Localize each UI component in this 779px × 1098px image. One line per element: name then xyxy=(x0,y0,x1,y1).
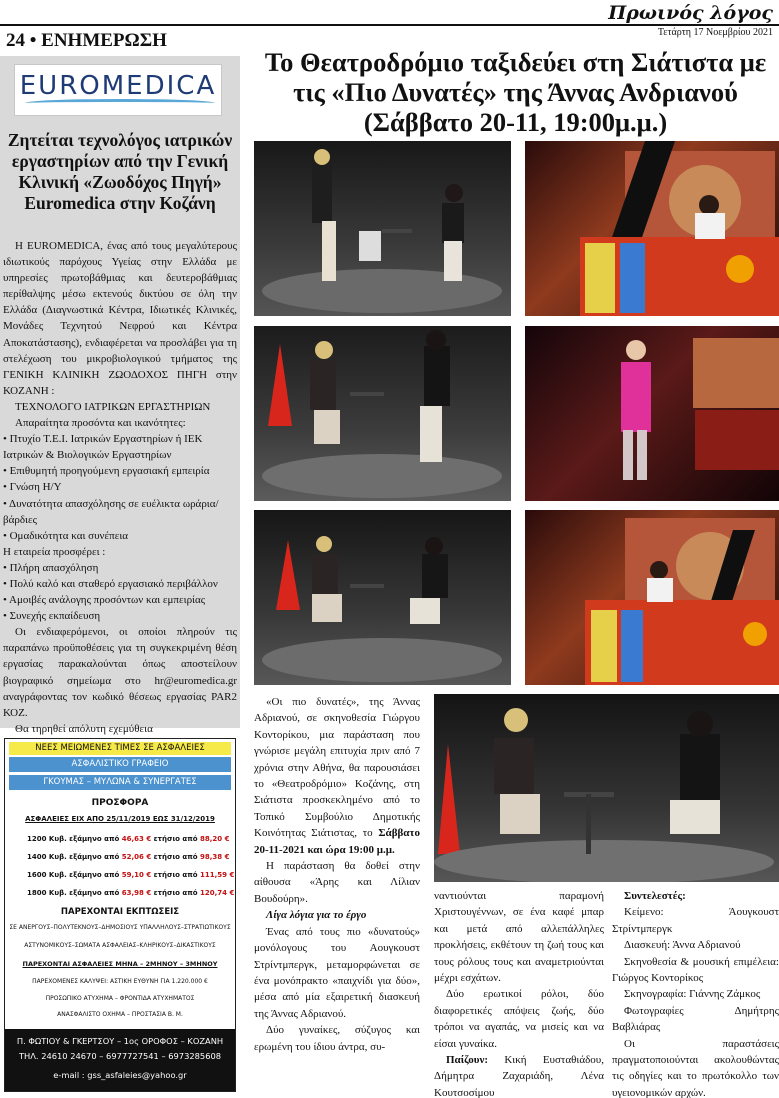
ad-headline: Ζητείται τεχνολόγος ιατρικών εργαστηρίων από την Γενική Κλινική «Ζωοδόχος Πηγή» Euromedica στην Κοζάνη xyxy=(7,130,233,213)
credit-line: Διασκευή: Άννα Αδριανού xyxy=(624,939,741,952)
ad-offer: • Συνεχής εκπαίδευση xyxy=(3,610,101,623)
newspaper-name: Πρωινός λόγος xyxy=(608,2,773,24)
credit-line: Φωτογραφίες Δημήτρης Βαβλιάρας xyxy=(612,1004,779,1034)
ad-offers-title: Η εταιρεία προσφέρει : xyxy=(3,545,106,558)
coverage-line: ΠΑΡΕΧΟΜΕΝΕΣ ΚΑΛΥΨΕΙ: ΑΣΤΙΚΗ ΕΥΘΥΝΗ ΓΙΑ 1.220.000 € xyxy=(32,978,208,985)
photo-bar-1 xyxy=(525,141,779,316)
photo-stage-2 xyxy=(254,326,511,501)
discounts-line: ΣΕ ΑΝΕΡΓΟΥΣ–ΠΟΛΥΤΕΚΝΟΥΣ–ΔΗΜΟΣΙΟΥΣ ΥΠΑΛΛΗΛΟΥΣ–ΣΤΡΑΤΙΩΤΙΚΟΥΣ xyxy=(9,924,231,931)
photo-stage-3 xyxy=(254,510,511,685)
article-title: Το Θεατροδρόμιο ταξιδεύει στη Σιάτιστα με τις «Πιο Δυνατές» της Άννας Ανδριανού (Σάββατο 20-11, 19:00μ.μ.) xyxy=(264,47,767,137)
page-number: 24 • ΕΝΗΜΕΡΩΣΗ xyxy=(6,30,167,51)
euromedica-logo xyxy=(14,64,222,116)
issue-date: Τετάρτη 17 Νοεμβρίου 2021 xyxy=(657,27,773,38)
insurance-banner: ΝΕΕΣ ΜΕΙΩΜΕΝΕΣ ΤΙΜΕΣ ΣΕ ΑΣΦΑΛΕΙΕΣ xyxy=(9,742,231,755)
ad-body xyxy=(3,238,237,737)
photo-stage-large xyxy=(434,694,779,882)
article-paragraph: «Οι πιο δυνατές», της Άννας Αδριανού, σε σκηνοθεσία Γιώργου Κοντορίκου, μια παράσταση που γνώρισε μεγάλη επιτυχία πριν από 7 χρόνια στην Αθήνα, θα παρουσιάσει το «Θεατροδρόμιο» Κοζάνης, στη Σιάτιστα προσκεκλημένο από το Τοπικό Συμβούλιο Δημοτικής Κοινότητας Σιάτιστας, το Σάββατο 20-11-2021 και ώρα 19:00 μ.μ. xyxy=(254,696,420,856)
photo-bar-3 xyxy=(525,510,779,685)
price-row: 1400 Κυβ. εξάμηνο από 52,06 € ετήσιο από 98,38 € xyxy=(27,853,230,861)
article-column-3 xyxy=(612,888,779,1098)
insurance-contact xyxy=(5,1029,235,1091)
article-paragraph: Οι παραστάσεις πραγματοποιούνται ακολουθώντας τις οδηγίες και το πρωτόκολλο των υγειονομικών αρχών. xyxy=(612,1037,779,1098)
insurance-phones: ΤΗΛ. 24610 24670 – 6977727541 – 6973285608 xyxy=(18,1051,222,1061)
credit-line: Σκηνοθεσία & μουσική επιμέλεια: Γιώργος Κοντορίκος xyxy=(612,955,779,985)
photo-bar-2 xyxy=(525,326,779,501)
photo-stage-1 xyxy=(254,141,511,316)
article-paragraph: Η παράσταση θα δοθεί στην αίθουσα «Άρης και Λίλιαν Βουδούρη». xyxy=(254,860,420,905)
insurance-address: Π. ΦΩΤΙΟΥ & ΓΚΕΡΤΣΟΥ – 1ος ΟΡΟΦΟΣ – ΚΟΖΑΝΗ xyxy=(16,1036,224,1046)
credit-line: Κείμενο: Άουγκουστ Στρίντμπεργκ xyxy=(612,906,779,935)
ad-requirements-title: Απαραίτητα προσόντα και ικανότητες: xyxy=(15,417,186,430)
coverage-line: ΠΡΟΣΩΠΙΚΟ ΑΤΥΧΗΜΑ – ΦΡΟΝΤΙΔΑ ΑΤΥΧΗΜΑΤΟΣ xyxy=(45,995,195,1002)
insurance-partners: ΓΚΟΥΜΑΣ – ΜΥΛΩΝΑ & ΣΥΝΕΡΓΑΤΕΣ xyxy=(9,775,231,790)
ad-closing: Οι ενδιαφερόμενοι, οι οποίοι πληρούν τις παραπάνω προϋποθέσεις για τη συγκεκριμένη θέση εργασίας παρακαλούνται όπως αποστείλουν βιογραφικό σημείωμα στο hr@euromedica.gr αναγράφοντας τον κωδικό θέσεως εργασίας PAR2 ΚΟΖ. xyxy=(3,626,237,719)
ad-offer: • Πολύ καλό και σταθερό εργασιακό περιβάλλον xyxy=(3,577,218,590)
article-column-1 xyxy=(254,694,420,1055)
credits-title: Συντελεστές: xyxy=(624,890,686,902)
offer-period: ΑΣΦΑΛΕΙΕΣ ΕΙΧ ΑΠΟ 25/11/2019 ΕΩΣ 31/12/2019 xyxy=(25,815,215,823)
article-paragraph: Ένας από τους πιο «δυνατούς» μονόλογους του Αουγκουστ Στρίντμπεργκ, μεταμορφώνεται σε ένα μονόπρακτο «παιχνίδι για δύο», μέσα από μία εξαιρετική διασκευή της Άννας Αδριανού. xyxy=(254,925,420,1020)
ad-position: ΤΕΧΝΟΛΟΓΟ ΙΑΤΡΙΚΩΝ ΕΡΓΑΣΤΗΡΙΩΝ xyxy=(15,400,211,413)
ad-requirement: • Επιθυμητή προηγούμενη εργασιακή εμπειρία xyxy=(3,465,210,478)
insurance-email: e-mail : gss_asfaleies@yahoo.gr xyxy=(53,1070,187,1080)
article-subheading: Λίγα λόγια για το έργο xyxy=(266,909,367,922)
logo-text: EUROMEDICA xyxy=(19,71,217,101)
logo-swoosh-icon xyxy=(25,99,215,107)
article-cast: Παίζουν: Κική Ευσταθιάδου, Δήμητρα Ζαχαριάδη, Λένα Κουτσοσίμου xyxy=(434,1054,604,1098)
ad-offer: • Πλήρη απασχόληση xyxy=(3,561,99,574)
article-paragraph: Δύο ερωτικοί ρόλοι, δύο διαφορετικές απόψεις ζωής, δύο τρόποι να αγαπάς, να μισείς και να είσαι γυναίκα. xyxy=(434,988,604,1050)
monthly-insurance: ΠΑΡΕΧΟΝΤΑΙ ΑΣΦΑΛΕΙΕΣ ΜΗΝΑ – 2ΜΗΝΟΥ – 3ΜΗΝΟΥ xyxy=(22,960,218,968)
price-row: 1600 Κυβ. εξάμηνο από 59,10 € ετήσιο από 111,59 € xyxy=(27,871,235,879)
ad-requirement: • Γνώση Η/Υ xyxy=(3,481,62,494)
discounts-title: ΠΑΡΕΧΟΝΤΑΙ ΕΚΠΤΩΣΕΙΣ xyxy=(60,907,180,917)
ad-requirement: • Ομαδικότητα και συνέπεια xyxy=(3,529,129,542)
insurance-office: ΑΣΦΑΛΙΣΤΙΚΟ ΓΡΑΦΕΙΟ xyxy=(9,757,231,772)
article-paragraph: Δύο γυναίκες, σύζυγος και ερωμένη του ίδιου άντρα, συ- xyxy=(254,1024,420,1053)
offer-title: ΠΡΟΣΦΟΡΑ xyxy=(91,798,149,808)
ad-requirement: • Πτυχίο Τ.Ε.Ι. Ιατρικών Εργαστηρίων ή ΙΕΚ Ιατρικών & Βιολογικών Εργαστηρίων xyxy=(3,433,203,462)
article-column-2 xyxy=(434,888,604,1098)
article-paragraph: ναντιούνται παραμονή Χριστουγέννων, σε ένα καφέ μπαρ και μετά από αλλεπάλληλες προκλήσεις, εκθέτουν τη ζωή τους και τους ρόλους τους και αναμετριούνται μέχρι εσχάτων. xyxy=(434,890,604,985)
ad-confidential: Θα τηρηθεί απόλυτη εχεμύθεια xyxy=(15,722,153,735)
ad-intro: Η EUROMEDICA, ένας από τους μεγαλύτερους ιδιωτικούς παρόχους Υγείας στην Ελλάδα με υπηρεσίες πρωτοβάθμιας και δευτεροβάθμιας περίθαλψης μέσω εκτενούς δικτύου σε όλη την Ελλάδα (Διαγνωστικά Κέντρα, Ιδιωτικές Κλινικές, Μονάδες Τεχνητού Νεφρού και Κέντρα Αποκατάστασης), ενδιαφέρεται να προσλάβει για τη στελέχωση του μικροβιολογικού τμήματος της ΓΕΝΙΚΗ ΚΛΙΝΙΚΗ ΖΩΟΔΟΧΟΣ ΠΗΓΗ στην ΚΟΖΑΝΗ : xyxy=(3,240,237,397)
ad-requirement: • Δυνατότητα απασχόλησης σε ευέλικτα ωράρια/βάρδιες xyxy=(3,497,219,526)
credit-line: Σκηνογραφία: Γιάννης Ζάμκος xyxy=(624,988,761,1001)
coverage-line: ΑΝΑΣΦΑΛΙΣΤΟ ΟΧΗΜΑ – ΠΡΟΣΤΑΣΙΑ Β. Μ. xyxy=(57,1011,183,1018)
price-row: 1800 Κυβ. εξάμηνο από 63,98 € ετήσιο από 120,74 € xyxy=(27,889,235,897)
discounts-line: ΑΣΤΥΝΟΜΙΚΟΥΣ–ΣΩΜΑΤΑ ΑΣΦΑΛΕΙΑΣ–ΚΛΗΡΙΚΟΥΣ–ΔΙΚΑΣΤΙΚΟΥΣ xyxy=(24,942,216,949)
price-row: 1200 Κυβ. εξάμηνο από 46,63 € ετήσιο από 88,20 € xyxy=(27,835,230,843)
header-rule xyxy=(0,24,779,26)
ad-offer: • Αμοιβές ανάλογης προσόντων και εμπειρίας xyxy=(3,594,206,607)
insurance-ad xyxy=(4,738,236,1092)
